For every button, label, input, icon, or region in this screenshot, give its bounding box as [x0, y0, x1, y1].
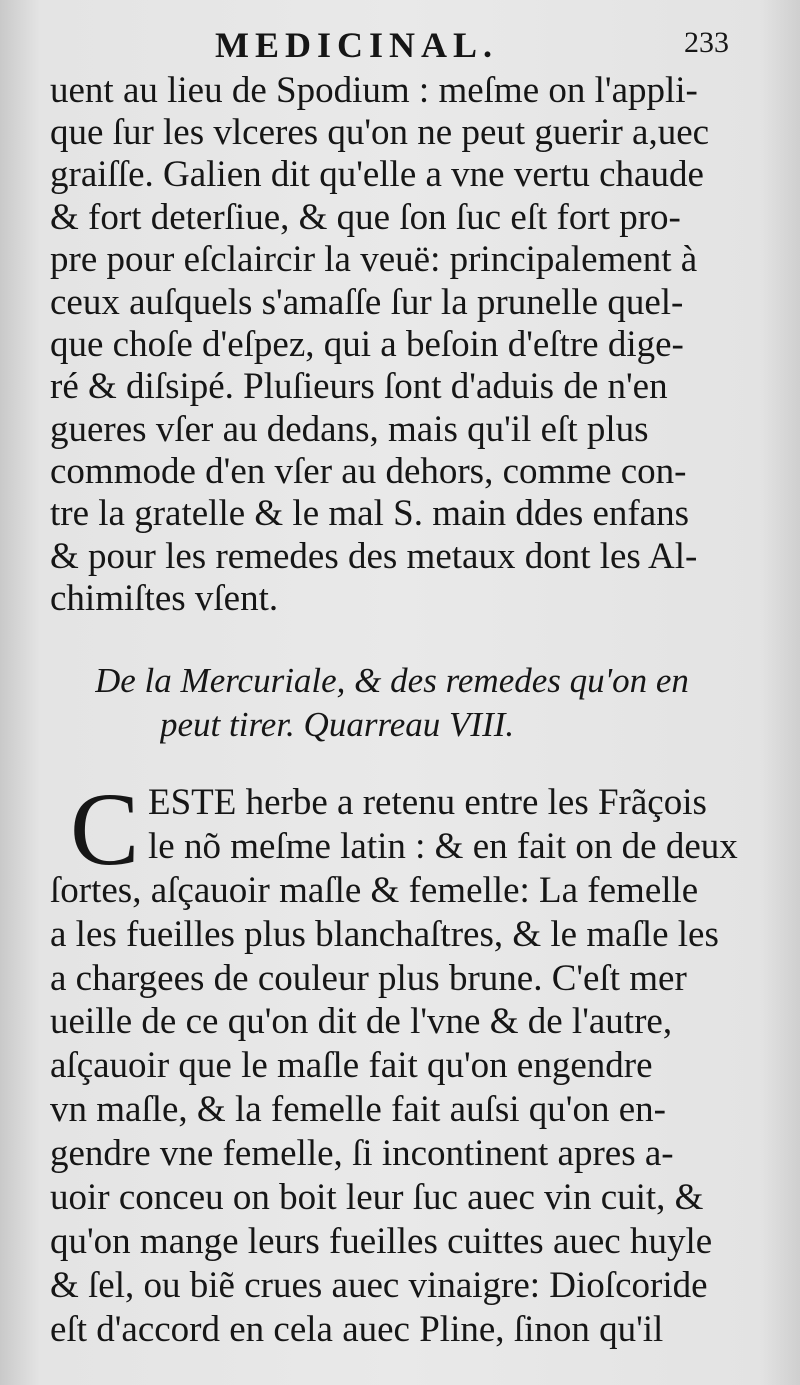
text-line: a les fueilles plus blanchaſtres, & le maſle les: [50, 914, 719, 955]
text-line: pre pour eſclaircir la veuë: principalement à: [50, 239, 698, 280]
heading-line-1: De la Mercuriale, & des remedes qu'on en: [95, 661, 689, 700]
text-line: que ſur les vlceres qu'on ne peut guerir a,uec: [50, 112, 710, 153]
text-line: que choſe d'eſpez, qui a beſoin d'eſtre dige-: [50, 324, 684, 365]
text-line: tre la gratelle & le mal S. main ddes enfans: [50, 493, 690, 534]
text-line: vn maſle, & la femelle fait auſsi qu'on en-: [50, 1089, 666, 1130]
text-line: a chargees de couleur plus brune. C'eſt mer: [50, 958, 687, 999]
text-line: uent au lieu de Spodium : meſme on l'appli-: [50, 70, 698, 111]
text-line: & pour les remedes des metaux dont les Al-: [50, 536, 698, 577]
text-line: ceux auſquels s'amaſſe ſur la prunelle quel-: [50, 282, 684, 323]
text-line: le nõ meſme latin : & en fait on de deux: [148, 826, 738, 867]
text-line: aſçauoir que le maſle fait qu'on engendre: [50, 1045, 653, 1086]
text-line: & fort deterſiue, & que ſon ſuc eſt fort pro-: [50, 197, 681, 238]
text-line: eſt d'accord en cela auec Pline, ſinon qu'il: [50, 1309, 664, 1350]
text-line: ESTE herbe a retenu entre les Frãçois: [148, 782, 707, 823]
text-line: gendre vne femelle, ſi incontinent apres a-: [50, 1133, 674, 1174]
text-line: uoir conceu on boit leur ſuc auec vin cuit, &: [50, 1177, 704, 1218]
text-line: ueille de ce qu'on dit de l'vne & de l'autre,: [50, 1001, 673, 1042]
text-line: gueres vſer au dedans, mais qu'il eſt plus: [50, 409, 649, 450]
heading-line-2: peut tirer. Quarreau VIII.: [160, 705, 515, 744]
text-line: ré & diſsipé. Pluſieurs ſont d'aduis de n'en: [50, 366, 668, 407]
text-line: chimiſtes vſent.: [50, 578, 279, 619]
running-head: MEDICINAL.: [215, 25, 499, 65]
page-number: 233: [684, 26, 729, 59]
text-line: qu'on mange leurs fueilles cuittes auec huyle: [50, 1221, 713, 1262]
text-line: graiſſe. Galien dit qu'elle a vne vertu chaude: [50, 154, 704, 195]
page-header: [0, 14, 800, 64]
text-line: ſortes, aſçauoir maſle & femelle: La femelle: [50, 870, 699, 911]
text-line: commode d'en vſer au dehors, comme con-: [50, 451, 687, 492]
drop-cap: C: [70, 772, 140, 887]
text-line: & ſel, ou biẽ crues auec vinaigre: Dioſcoride: [50, 1265, 708, 1306]
